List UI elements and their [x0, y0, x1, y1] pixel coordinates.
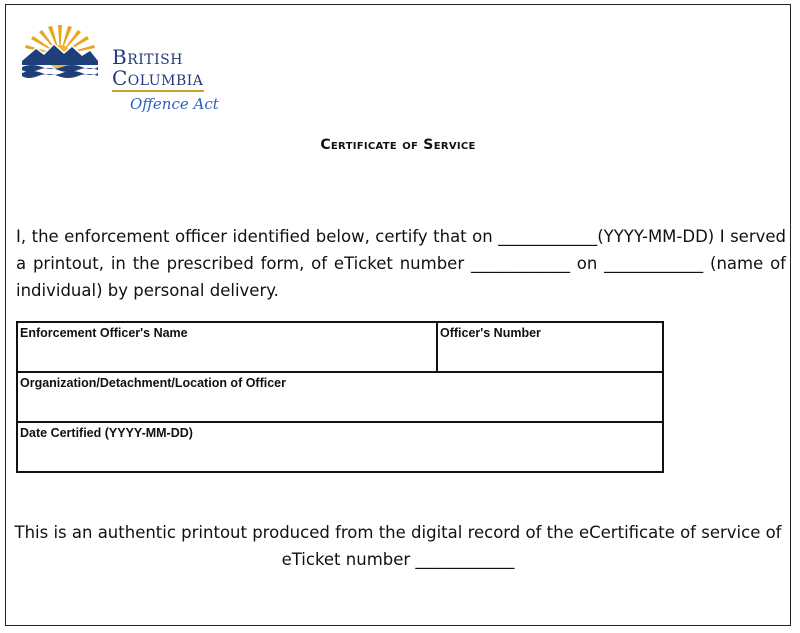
certification-paragraph: I, the enforcement officer identified below, certify that on ____________(YYYY-MM-DD) I served a printout, in the prescribed form, of eTicket number ____________ on ____________ (name of individual) by personal delivery. [16, 227, 786, 300]
officer-number-field[interactable] [436, 323, 662, 371]
page-title: Certificate of Service [320, 137, 476, 153]
organization-field[interactable] [18, 373, 662, 421]
authenticity-statement [6, 519, 790, 573]
footer-line-2: eTicket number ____________ [281, 550, 515, 569]
document-page [5, 4, 791, 626]
bc-logo [20, 21, 210, 90]
organization-label: Organization/Detachment/Location of Officer [20, 376, 286, 390]
logo-underline [112, 90, 204, 92]
officer-row [18, 323, 662, 373]
officer-name-field[interactable] [18, 323, 436, 371]
officer-details-form [16, 321, 664, 473]
logo-line-1: British [112, 45, 183, 69]
sun-mountain-icon [20, 21, 100, 79]
organization-row [18, 373, 662, 423]
date-certified-row [18, 423, 662, 471]
logo-line-2: Columbia [112, 66, 204, 90]
officer-name-label: Enforcement Officer's Name [20, 326, 188, 340]
date-certified-field[interactable] [18, 423, 662, 471]
act-name: Offence Act [130, 95, 219, 113]
officer-number-label: Officer's Number [440, 326, 541, 340]
footer-line-1: This is an authentic printout produced from the digital record of the eCertificate of service of [14, 523, 782, 542]
bc-logo-wordmark [112, 47, 204, 92]
date-certified-label: Date Certified (YYYY-MM-DD) [20, 426, 193, 440]
